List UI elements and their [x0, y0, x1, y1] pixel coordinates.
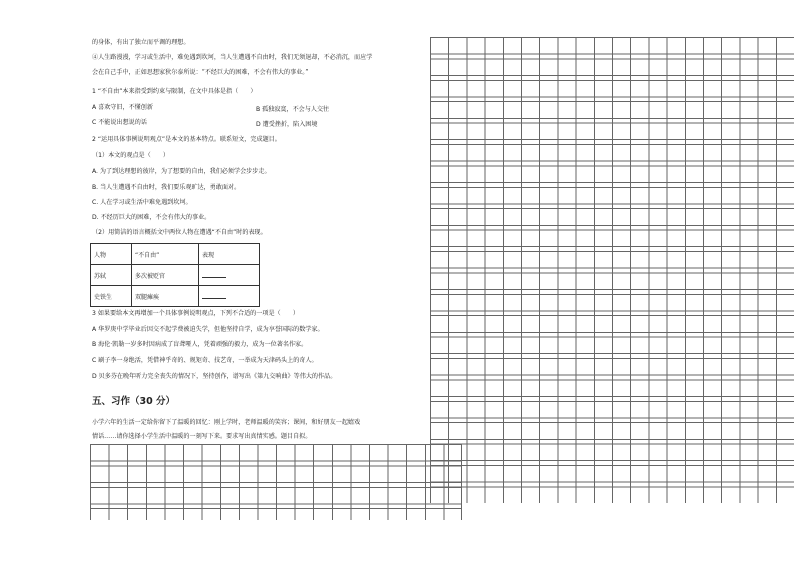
q2-option-a[interactable]: A. 为了到达理想的彼岸，为了想要的自由，我们必须学会步步走。 — [92, 168, 271, 175]
character-table — [90, 243, 260, 307]
table-cell-person: 史铁生 — [91, 286, 132, 307]
q2-option-b[interactable]: B. 当人生遭遇不自由时，我们要乐观旷达，勇敢面对。 — [92, 184, 241, 191]
composition-grid-right — [430, 37, 794, 503]
table-header-cell: 人物 — [91, 244, 132, 265]
table-cell-situation: 双腿瘫痪 — [132, 286, 199, 307]
blank-line[interactable] — [202, 271, 226, 278]
passage-line: ④人生路漫漫，学习或生活中，难免遇到坎坷，当人生遭遇不自由时，我们无须退却，不必消沉，而应学 — [92, 54, 373, 61]
table-header-cell: “不自由” — [132, 244, 199, 265]
question-2-sub2: （2）用简洁的语言概括文中两位人物在遭遇“不自由”时的表现。 — [92, 229, 267, 236]
table-row — [91, 286, 260, 307]
composition-grid-bottom — [90, 444, 462, 520]
table-cell-person: 苏轼 — [91, 265, 132, 286]
q2-option-c[interactable]: C. 人在学习或生活中难免遇到坎坷。 — [92, 199, 192, 206]
q3-option-c[interactable]: C 刷子李一身绝活，凭借神乎奇的、规矩奇、技艺奇，一举成为天津码头上的奇人。 — [92, 357, 318, 364]
q2-option-d[interactable]: D. 不经历巨大的困难，不会有伟大的事业。 — [92, 214, 211, 221]
q1-option-b[interactable]: B 孤独寂寞，不会与人交往 — [256, 106, 330, 113]
q1-option-c[interactable]: C 不能说出想说的话 — [92, 119, 147, 126]
q1-option-d[interactable]: D 遭受挫折，陷入困境 — [256, 121, 318, 128]
answer-blank[interactable] — [199, 265, 260, 286]
q3-option-d[interactable]: D 贝多芬在晚年听力完全丧失的情况下，坚持创作，谱写出《第九交响曲》等伟大的作品。 — [92, 373, 337, 380]
table-header-cell: 表现 — [199, 244, 260, 265]
question-2-sub1: （1）本文的观点是（ ） — [92, 152, 170, 159]
question-3-stem: 3 如果要给本文再增加一个具体事例说明观点，下列不合适的一项是（ ） — [92, 310, 299, 317]
blank-line[interactable] — [202, 292, 226, 299]
table-cell-situation: 多次被贬官 — [132, 265, 199, 286]
table-header-row — [91, 244, 260, 265]
composition-prompt: 情话……请你选择小学生活中温暖的一刻写下来。要求写出真情实感。题目自拟。 — [92, 433, 312, 440]
q3-option-a[interactable]: A 华罗庚中学毕业后因交不起学费被迫失学，但他坚持自学，成为享誉国际的数学家。 — [92, 326, 324, 333]
passage-line: 会在自己手中，正如思想家狄尔泰所说：“不经巨大的困难，不会有伟大的事业。” — [92, 69, 309, 76]
q1-option-a[interactable]: A 喜欢守旧，不懂创新 — [92, 104, 153, 111]
question-1-stem: 1 “不自由”本来指受到约束与限制，在文中具体是指（ ） — [92, 88, 257, 95]
composition-prompt: 小学六年的生活一定给你留下了温暖的回忆：刚上学时，老师温暖的笑容；课间，和好朋友一起嬉戏 — [92, 419, 361, 426]
q3-option-b[interactable]: B 海伦·凯勒一岁多时因病成了盲聋哑人，凭着顽强的毅力，成为一位著名作家。 — [92, 341, 308, 348]
section-5-heading: 五、习作（30 分） — [92, 396, 176, 407]
answer-blank[interactable] — [199, 286, 260, 307]
table-row — [91, 265, 260, 286]
passage-line: 的身体，有出了独立而平调的理想。 — [92, 39, 190, 46]
question-2-stem: 2 “运用具体事例说明观点”是本文的基本特点。联系短文，完成题目。 — [92, 136, 281, 143]
